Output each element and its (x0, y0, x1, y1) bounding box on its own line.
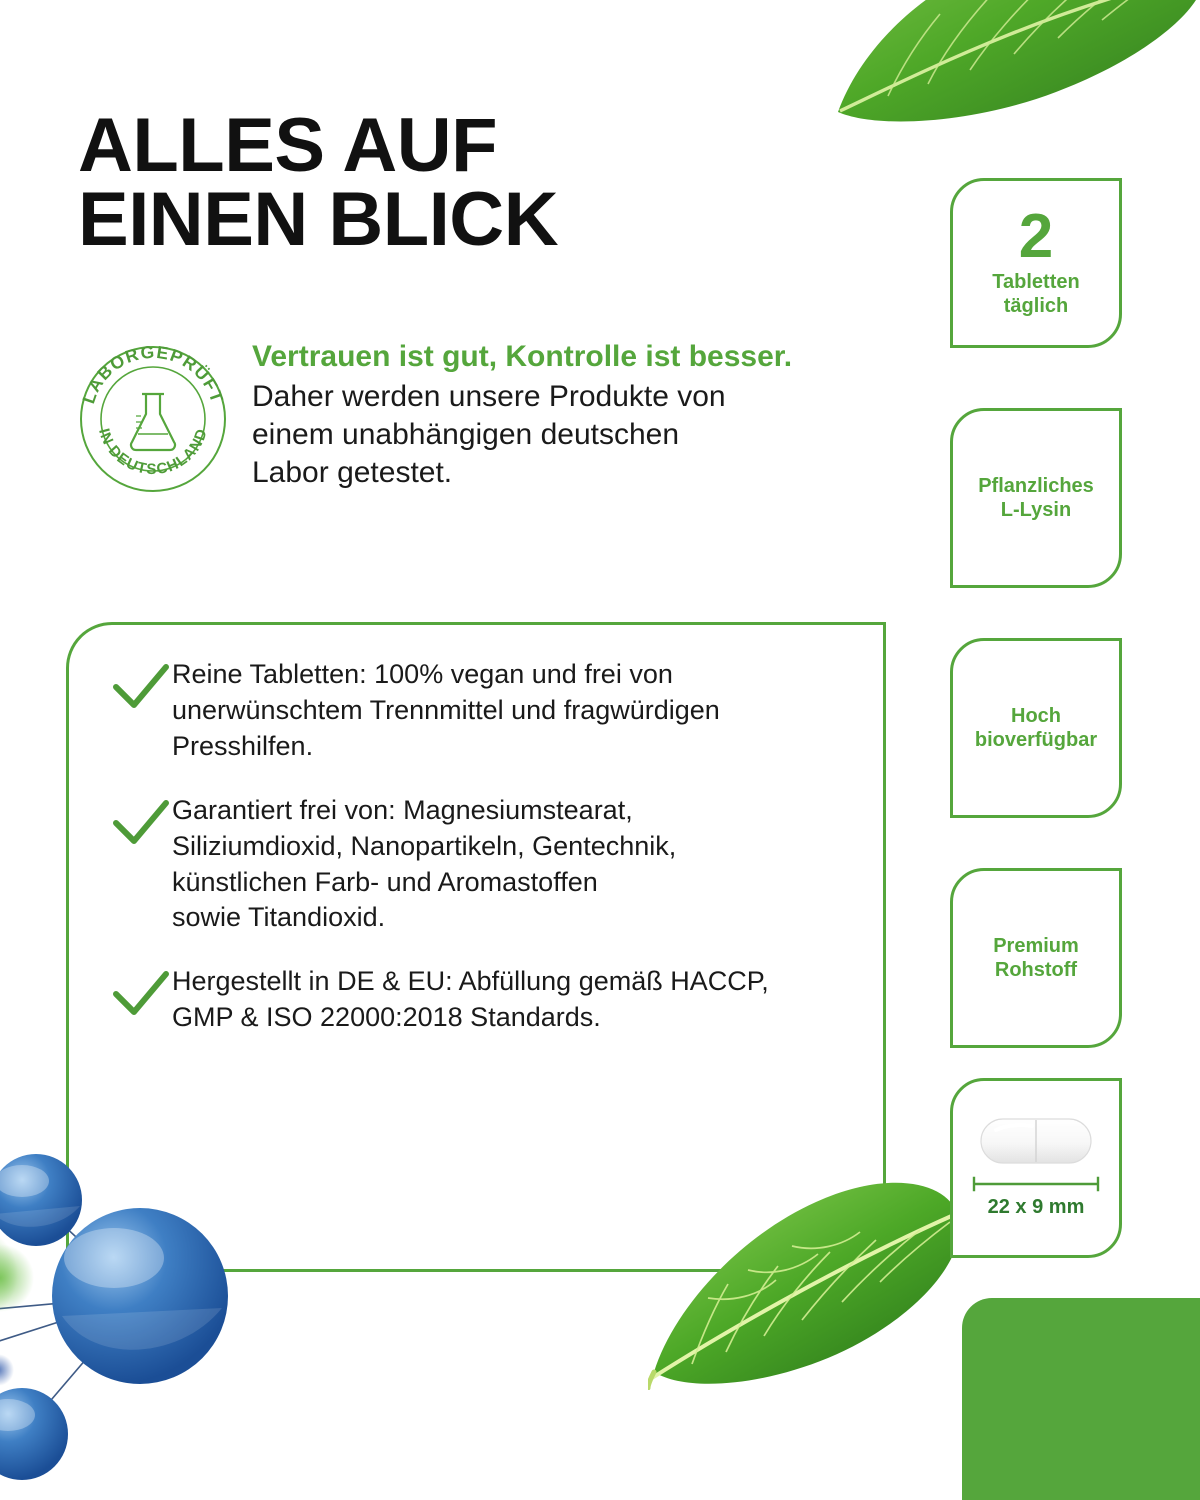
lysin-label (978, 474, 1094, 522)
trust-heading: Vertrauen ist gut, Kontrolle ist besser. (252, 340, 793, 373)
check-icon (110, 661, 172, 713)
page-title (78, 102, 878, 263)
seal-top-text: LABORGEPRÜFT (78, 341, 228, 407)
leaf-bottom-icon (648, 1158, 964, 1390)
feature-card-lysin (950, 408, 1122, 588)
dosage-label-line-2: täglich (1003, 295, 1069, 318)
feature-card-dosage (950, 178, 1122, 348)
list-item-line: Reine Tabletten: 100% vegan und frei von (172, 659, 673, 689)
list-item-line: Garantiert frei von: Magnesiumstearat, (172, 794, 633, 825)
list-item (110, 655, 850, 765)
trust-body (252, 378, 942, 493)
list-item-line: künstlichen Farb- und Aromastoffen (172, 866, 598, 897)
dosage-label-line-1: Tabletten (992, 271, 1080, 294)
list-item-line: Hergestellt in DE & EU: Abfüllung gemäß HACCP, (172, 966, 769, 997)
trust-body-line-3: Labor getestet. (252, 456, 453, 490)
list-item (110, 791, 850, 937)
raw-material-label-line-1: Premium (993, 935, 1079, 957)
list-item-line: Presshilfen. (172, 730, 314, 761)
raw-material-label (993, 934, 1079, 982)
feature-card-bioavailability (950, 638, 1122, 818)
list-item-line: sowie Titandioxid. (172, 902, 386, 933)
checklist (110, 655, 850, 1062)
size-label: 22 x 9 mm (987, 1195, 1085, 1218)
list-item-text (172, 791, 676, 937)
dimension-line-icon (970, 1176, 1102, 1192)
trust-body-line-2: einem unabhängigen deutschen (252, 417, 680, 451)
lysin-label-line-2: L-Lysin (1000, 499, 1072, 521)
bioavailability-label-line-1: Hoch (1011, 705, 1061, 727)
seal-bottom-text: IN DEUTSCHLAND (95, 426, 212, 479)
list-item-line: unerwünschtem Trennmittel und fragwürdigen (172, 694, 720, 725)
feature-card-raw-material (950, 868, 1122, 1048)
dosage-label (992, 270, 1079, 318)
list-item-text (172, 962, 769, 1036)
list-item-line: Siliziumdioxid, Nanopartikeln, Gentechnik, (172, 830, 677, 861)
leaf-top-icon (828, 0, 1200, 124)
check-icon (110, 968, 172, 1020)
check-icon (110, 797, 172, 849)
dosage-number: 2 (1018, 201, 1054, 271)
molecule-icon (0, 1078, 330, 1500)
feature-card-size (950, 1078, 1122, 1258)
capsule-icon (980, 1118, 1092, 1164)
lysin-label-line-1: Pflanzliches (978, 475, 1094, 497)
trust-block (252, 338, 942, 493)
flask-icon (131, 394, 175, 450)
green-accent-block (962, 1298, 1200, 1500)
lab-tested-seal (72, 338, 234, 500)
list-item-line: GMP & ISO 22000:2018 Standards. (172, 1002, 601, 1033)
headline-line-1: ALLES AUF (78, 102, 498, 188)
svg-text:LABORGEPRÜFT (78, 342, 227, 406)
list-item (110, 962, 850, 1036)
raw-material-label-line-2: Rohstoff (994, 959, 1078, 981)
list-item-text (172, 655, 720, 765)
bioavailability-label (975, 704, 1097, 752)
bioavailability-label-line-2: bioverfügbar (974, 729, 1098, 751)
headline-line-2: EINEN BLICK (78, 177, 559, 263)
trust-body-line-1: Daher werden unsere Produkte von (252, 379, 726, 413)
